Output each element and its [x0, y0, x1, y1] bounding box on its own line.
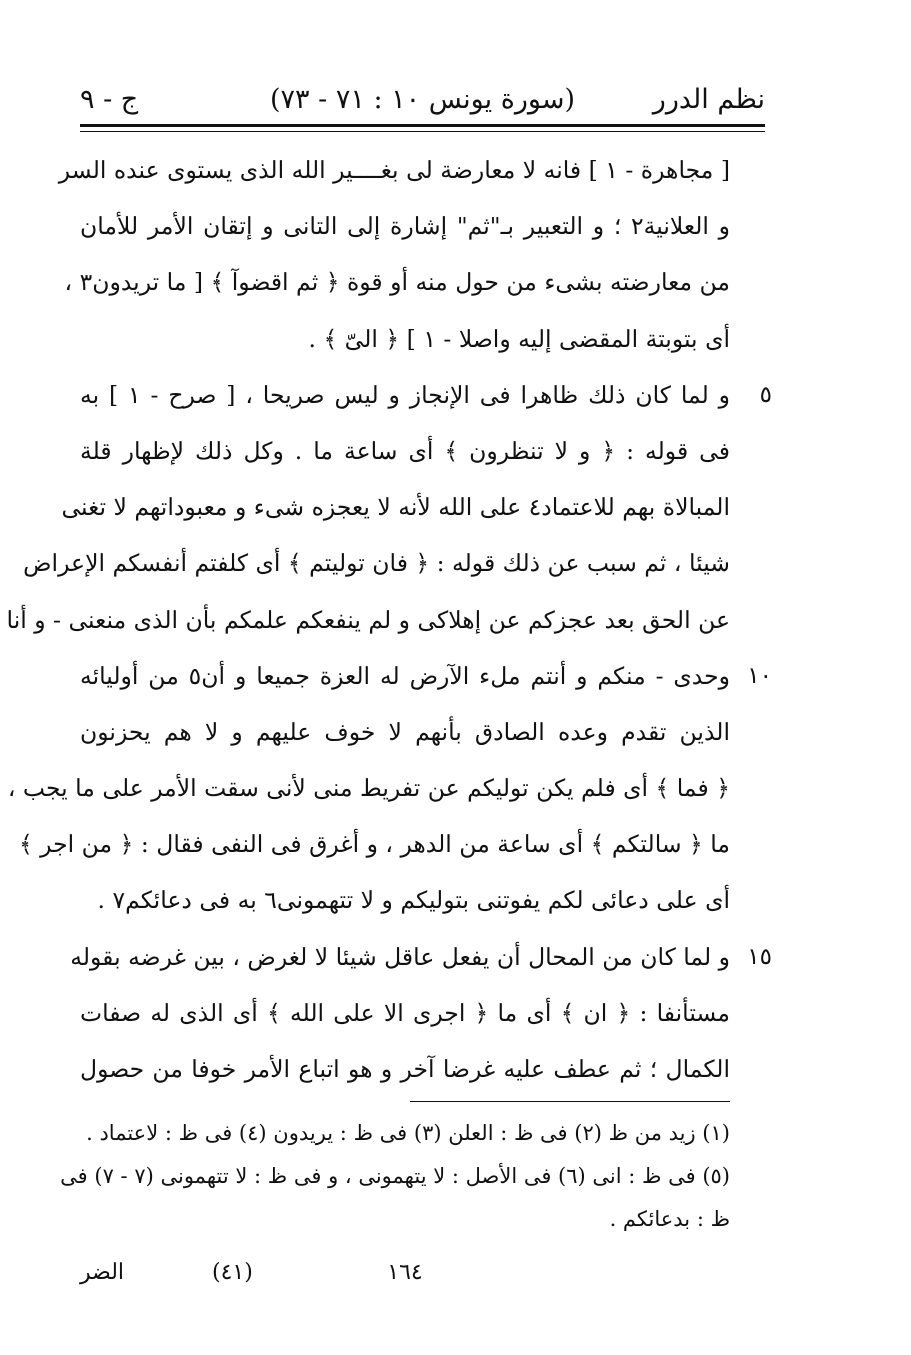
- line-number-15: ١٥: [747, 943, 772, 970]
- footnote-line: (١) زيد من ظ (٢) فى ظ : العلن (٣) فى ظ : يريدون (٤) فى ظ : لاعتماد .: [86, 1121, 730, 1145]
- text-line: و العلانية٢ ؛ و التعبير بـ"ثم" إشارة إلى التانى و إتقان الأمر للأمان: [80, 212, 730, 241]
- catchword: الضر: [80, 1260, 125, 1285]
- text-line: أى بتوبتة المقضى إليه واصلا - ١ ] ﴿ الىّ ﴾ .: [308, 324, 730, 353]
- page-footer: [80, 1258, 730, 1294]
- text-line: [ مجاهرة - ١ ] فانه لا معارضة لى بغــــير الله الذى يستوى عنده السر: [58, 156, 730, 184]
- text-line: أى على دعائى لكم يفوتنى بتوليكم و لا تتهمونى٦ به فى دعائكم٧ .: [97, 886, 730, 915]
- text-line: عن الحق بعد عجزكم عن إهلاكى و لم ينفعكم علمكم بأن الذى منعنى - و أنا: [6, 605, 730, 634]
- signature-mark: (٤١): [212, 1260, 253, 1285]
- text-line: فى قوله : ﴿ و لا تنظرون ﴾ أى ساعة ما . وكل ذلك لإظهار قلة: [80, 436, 730, 465]
- text-line: المبالاة بهم للاعتماد٤ على الله لأنه لا يعجزه شىء و معبوداتهم لا تغنى: [61, 493, 730, 522]
- header-rule-thin: [80, 131, 765, 132]
- header-rule: [80, 124, 765, 127]
- text-line: الذين تقدم وعده الصادق بأنهم لا خوف عليهم و لا هم يحزنون: [80, 717, 730, 746]
- page-number: ١٦٤: [387, 1260, 423, 1285]
- text-line-row-5: [80, 367, 772, 423]
- text-line: ما ﴿ سالتكم ﴾ أى ساعة من الدهر ، و أغرق فى النفى فقال : ﴿ من اجر ﴾: [18, 830, 730, 859]
- text-line: و لما كان ذلك ظاهرا فى الإنجاز و ليس صريحا ، [ صرح - ١ ] به: [80, 380, 730, 409]
- text-line: الكمال ؛ ثم عطف عليه غرضا آخر و هو اتباع الأمر خوفا من حصول: [80, 1055, 730, 1083]
- footnote-rule: [410, 1101, 730, 1102]
- footnote-line: (٥) فى ظ : انى (٦) فى الأصل : لا يتهمونى ، و فى ظ : لا تتهمونى (٧ - ٧) فى: [60, 1164, 730, 1188]
- book-title: نظم الدرر: [652, 84, 765, 115]
- text-line: و لما كان من المحال أن يفعل عاقل شيئا لا لغرض ، بين غرضه بقوله: [70, 942, 730, 971]
- line-number-5: ٥: [759, 381, 772, 408]
- text-line-row-10: [80, 648, 772, 704]
- line-number-10: ١٠: [747, 662, 772, 689]
- text-line-row-15: [70, 929, 772, 985]
- text-line: ﴿ فما ﴾ أى فلم يكن توليكم عن تفريط منى لأنى سقت الأمر على ما يجب ،: [7, 774, 730, 803]
- running-header: [80, 80, 765, 130]
- text-line: شيئا ، ثم سبب عن ذلك قوله : ﴿ فان توليتم ﴾ أى كلفتم أنفسكم الإعراض: [23, 549, 730, 578]
- text-line: مستأنفا : ﴿ ان ﴾ أى ما ﴿ اجرى الا على الله ﴾ أى الذى له صفات: [80, 998, 730, 1027]
- volume-label: ج - ٩: [80, 84, 139, 115]
- text-line: من معارضته بشىء من حول منه أو قوة ﴿ ثم اقضوآ ﴾ [ ما تريدون٣ ،: [64, 268, 730, 297]
- sura-reference: (سورة يونس ١٠ : ٧١ - ٧٣): [269, 84, 576, 115]
- text-line: وحدى - منكم و أنتم ملء الآرض له العزة جميعا و أن٥ من أوليائه: [80, 661, 730, 690]
- footnotes: [60, 1112, 730, 1241]
- footnote-line: ظ : بدعائكم .: [609, 1207, 730, 1231]
- main-text: [6, 142, 772, 1097]
